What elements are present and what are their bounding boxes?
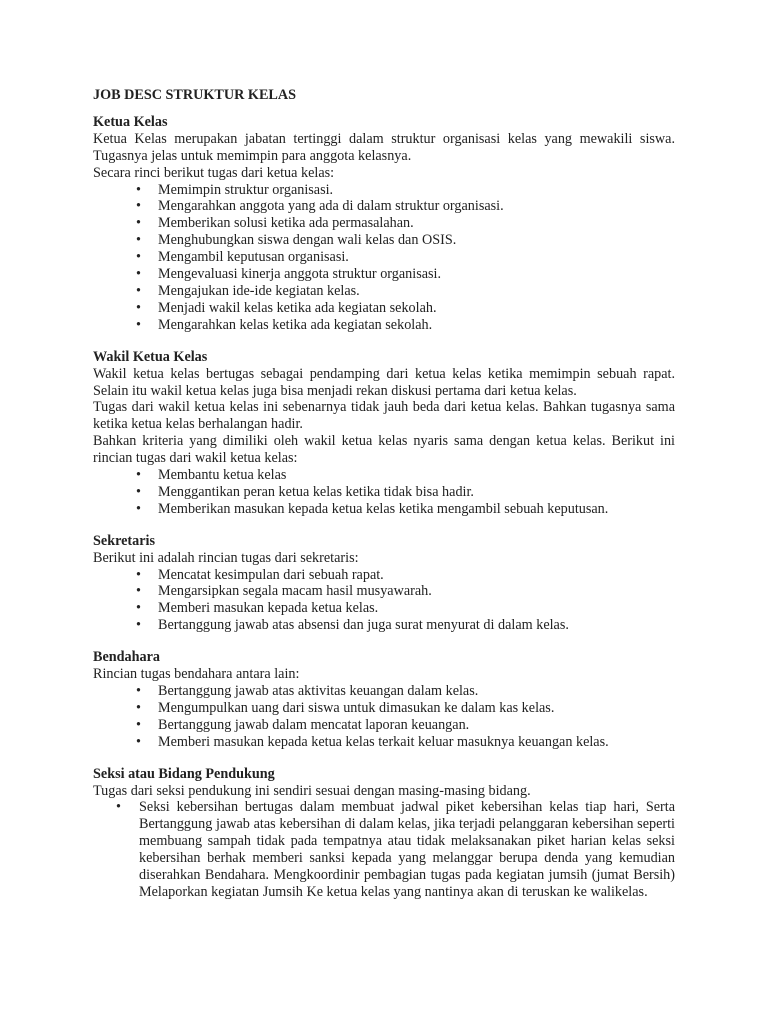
bullet-list xyxy=(93,182,675,334)
section-paragraph: Berikut ini adalah rincian tugas dari sekretaris: xyxy=(93,549,359,566)
list-item: • Seksi kebersihan bertugas dalam membuat jadwal piket kebersihan kelas tiap hari, Serta Bertanggung jawab atas kebersihan di dalam kelas, jika terjadi pelanggaran kebersihan seperti membuang sampah tidak pada tempatnya atau tidak melaksanakan piket harian kelas seksi kebersihan berhak memberi sanksi kepada yang melanggar berupa denda yang kemudian diserahkan Bendahara. Mengkoordinir pembagian tugas pada kegiatan jumsih (jumat Bersih) Melaporkan kegiatan Jumsih Ke ketua kelas yang nantinya akan di teruskan ke walikelas. xyxy=(93,799,675,900)
section-paragraph: Bahkan kriteria yang dimiliki oleh wakil ketua kelas nyaris sama dengan ketua kelas. Berikut ini rincian tugas dari wakil ketua kelas: xyxy=(93,433,675,467)
list-item: • Mengarahkan anggota yang ada di dalam struktur organisasi. xyxy=(93,198,675,215)
document-page xyxy=(93,87,675,901)
list-item: • Memimpin struktur organisasi. xyxy=(93,182,675,199)
list-item: • Memberi masukan kepada ketua kelas. xyxy=(93,600,675,617)
section xyxy=(93,533,675,634)
section-paragraph: Secara rinci berikut tugas dari ketua kelas: xyxy=(93,164,335,181)
section-heading: Bendahara xyxy=(93,649,161,666)
section-paragraph: Wakil ketua kelas bertugas sebagai pendamping dari ketua kelas ketika memimpin sebuah rapat. Selain itu wakil ketua kelas juga bisa menjadi rekan diskusi pertama dari ketua kelas. xyxy=(93,365,675,399)
list-item: • Bertanggung jawab atas aktivitas keuangan dalam kelas. xyxy=(93,683,675,700)
section xyxy=(93,649,675,750)
section xyxy=(93,766,675,901)
list-item: • Mengarsipkan segala macam hasil musyawarah. xyxy=(93,583,675,600)
section-heading: Seksi atau Bidang Pendukung xyxy=(93,765,275,782)
list-item: • Mencatat kesimpulan dari sebuah rapat. xyxy=(93,567,675,584)
bullet-list xyxy=(93,683,675,751)
section-paragraph: Rincian tugas bendahara antara lain: xyxy=(93,666,300,683)
list-item: • Membantu ketua kelas xyxy=(93,467,675,484)
section xyxy=(93,349,675,518)
section-paragraph: Ketua Kelas merupakan jabatan tertinggi dalam struktur organisasi kelas yang mewakili siswa. Tugasnya jelas untuk memimpin para anggota kelasnya. xyxy=(93,130,675,164)
section-paragraph: Tugas dari wakil ketua kelas ini sebenarnya tidak jauh beda dari ketua kelas. Bahkan tugasnya sama ketika ketua kelas berhalangan hadir. xyxy=(93,399,675,433)
section-heading: Sekretaris xyxy=(93,532,155,549)
list-item: • Memberikan solusi ketika ada permasalahan. xyxy=(93,215,675,232)
list-item: • Memberi masukan kepada ketua kelas terkait keluar masuknya keuangan kelas. xyxy=(93,734,675,751)
section xyxy=(93,114,675,334)
list-item: • Mengajukan ide-ide kegiatan kelas. xyxy=(93,283,675,300)
section-heading: Wakil Ketua Kelas xyxy=(93,348,208,365)
section-heading: Ketua Kelas xyxy=(93,113,168,130)
list-item: • Mengambil keputusan organisasi. xyxy=(93,249,675,266)
list-item: • Mengarahkan kelas ketika ada kegiatan sekolah. xyxy=(93,317,675,334)
list-item: • Mengevaluasi kinerja anggota struktur organisasi. xyxy=(93,266,675,283)
list-item: • Menjadi wakil kelas ketika ada kegiatan sekolah. xyxy=(93,300,675,317)
section-paragraph: Tugas dari seksi pendukung ini sendiri sesuai dengan masing-masing bidang. xyxy=(93,782,531,799)
list-item: • Bertanggung jawab dalam mencatat laporan keuangan. xyxy=(93,717,675,734)
list-item: • Memberikan masukan kepada ketua kelas ketika mengambil sebuah keputusan. xyxy=(93,501,675,518)
bullet-list xyxy=(93,567,675,635)
list-item: • Bertanggung jawab atas absensi dan juga surat menyurat di dalam kelas. xyxy=(93,617,675,634)
document-title: JOB DESC STRUKTUR KELAS xyxy=(93,87,297,103)
list-item: • Menggantikan peran ketua kelas ketika tidak bisa hadir. xyxy=(93,484,675,501)
list-item: • Mengumpulkan uang dari siswa untuk dimasukan ke dalam kas kelas. xyxy=(93,700,675,717)
sections-container xyxy=(93,114,675,901)
list-item: • Menghubungkan siswa dengan wali kelas dan OSIS. xyxy=(93,232,675,249)
bullet-list xyxy=(93,467,675,518)
bullet-list xyxy=(93,799,675,900)
